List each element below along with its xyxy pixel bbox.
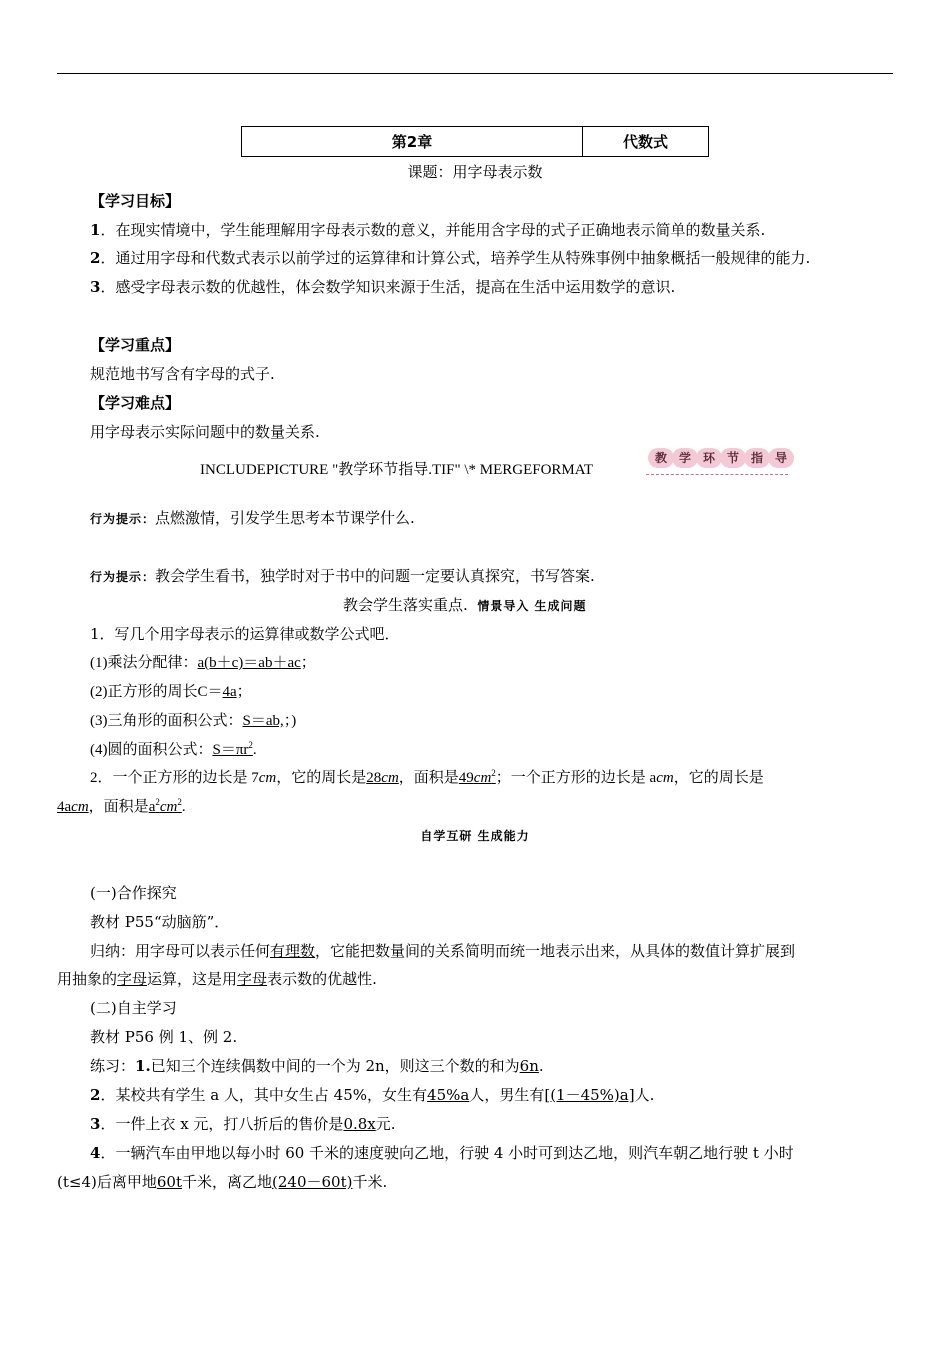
section-self-study: 自学互研 生成能力	[420, 829, 530, 843]
part-2-reference: 教材 P56 例 1、例 2.	[90, 1028, 238, 1046]
objective-item: 3．感受字母表示数的优越性，体会数学知识来源于生活，提高在生活中运用数学的意识.	[90, 278, 676, 296]
part-2-heading: (二)自主学习	[90, 999, 177, 1017]
objectives-heading: 【学习目标】	[90, 192, 181, 210]
part-1-reference: 教材 P55“动脑筋”．	[90, 913, 230, 931]
chapter-table	[241, 126, 709, 157]
badge-char: 指	[744, 448, 770, 468]
exercise-item: 2．某校共有学生 a 人，其中女生占 45%，女生有45%a人，男生有[(1－45%)a]人.	[90, 1086, 655, 1104]
difficulties-text: 用字母表示实际问题中的数量关系.	[90, 423, 320, 441]
badge-char: 学	[672, 448, 698, 468]
section-intro: 教会学生落实重点. 情景导入 生成问题	[343, 596, 587, 614]
exercise-item: 练习：1.已知三个连续偶数中间的一个为 2n，则这三个数的和为6n.	[90, 1057, 544, 1075]
key-points-text: 规范地书写含有字母的式子.	[90, 365, 275, 383]
question-1-stem: 1．写几个用字母表示的运算律或数学公式吧．	[90, 625, 400, 643]
question-1-item: (3)三角形的面积公式：S＝ab,；)	[90, 713, 297, 729]
part-1-heading: (一)合作探究	[90, 884, 177, 902]
question-2-line-2: 4acm，面积是$a^2cm^2$.	[57, 797, 186, 815]
exercise-item-continued: (t≤4)后离甲地60t千米，离乙地(240－60t)千米.	[57, 1173, 388, 1191]
key-points-heading: 【学习重点】	[90, 336, 181, 354]
badge-char: 环	[696, 448, 722, 468]
exercise-item: 4．一辆汽车由甲地以每小时 60 千米的速度驶向乙地，行驶 4 小时可到达乙地，则汽车朝乙地行驶 t 小时	[90, 1144, 794, 1162]
badge-char: 节	[720, 448, 746, 468]
conclusion-line-2: 用抽象的字母运算，这是用字母表示数的优越性.	[57, 970, 377, 988]
question-1-item: (2)正方形的周长C＝4a；	[90, 684, 252, 700]
objective-item: 1．在现实情境中，学生能理解用字母表示数的意义，并能用含字母的式子正确地表示简单的数量关系.	[90, 221, 766, 239]
behavior-hint: 行为提示：教会学生看书，独学时对于书中的问题一定要认真探究，书写答案.	[90, 567, 595, 585]
question-1-item: (1)乘法分配律：a(b＋c)＝ab＋ac；	[90, 655, 316, 671]
section-badge	[646, 446, 788, 475]
question-1-item: (4)圆的面积公式：$S=\pi r^2$.	[90, 740, 257, 758]
question-2-line-1: 2．一个正方形的边长是 7cm，它的周长是28cm，面积是$49cm^2$；一个正方形的边长是 acm，它的周长是	[90, 768, 764, 786]
chapter-number: 第2章	[242, 127, 583, 157]
lesson-title: 课题：用字母表示数	[407, 163, 543, 181]
objective-item: 2．通过用字母和代数式表示以前学过的运算律和计算公式，培养学生从特殊事例中抽象概括一般规律的能力.	[90, 249, 811, 267]
exercise-item: 3．一件上衣 x 元，打八折后的售价是0.8x元.	[90, 1115, 396, 1133]
conclusion-line-1: 归纳：用字母可以表示任何有理数，它能把数量间的关系简明而统一地表示出来，从具体的数值计算扩展到	[90, 942, 796, 960]
behavior-hint: 行为提示：点燃激情，引发学生思考本节课学什么.	[90, 509, 415, 527]
badge-char: 教	[648, 448, 674, 468]
header-rule	[57, 73, 893, 74]
difficulties-heading: 【学习难点】	[90, 394, 181, 412]
badge-char: 导	[768, 448, 794, 468]
include-picture-field: INCLUDEPICTURE "教学环节指导.TIF" \* MERGEFORMAT	[200, 462, 594, 478]
chapter-name: 代数式	[583, 127, 709, 157]
